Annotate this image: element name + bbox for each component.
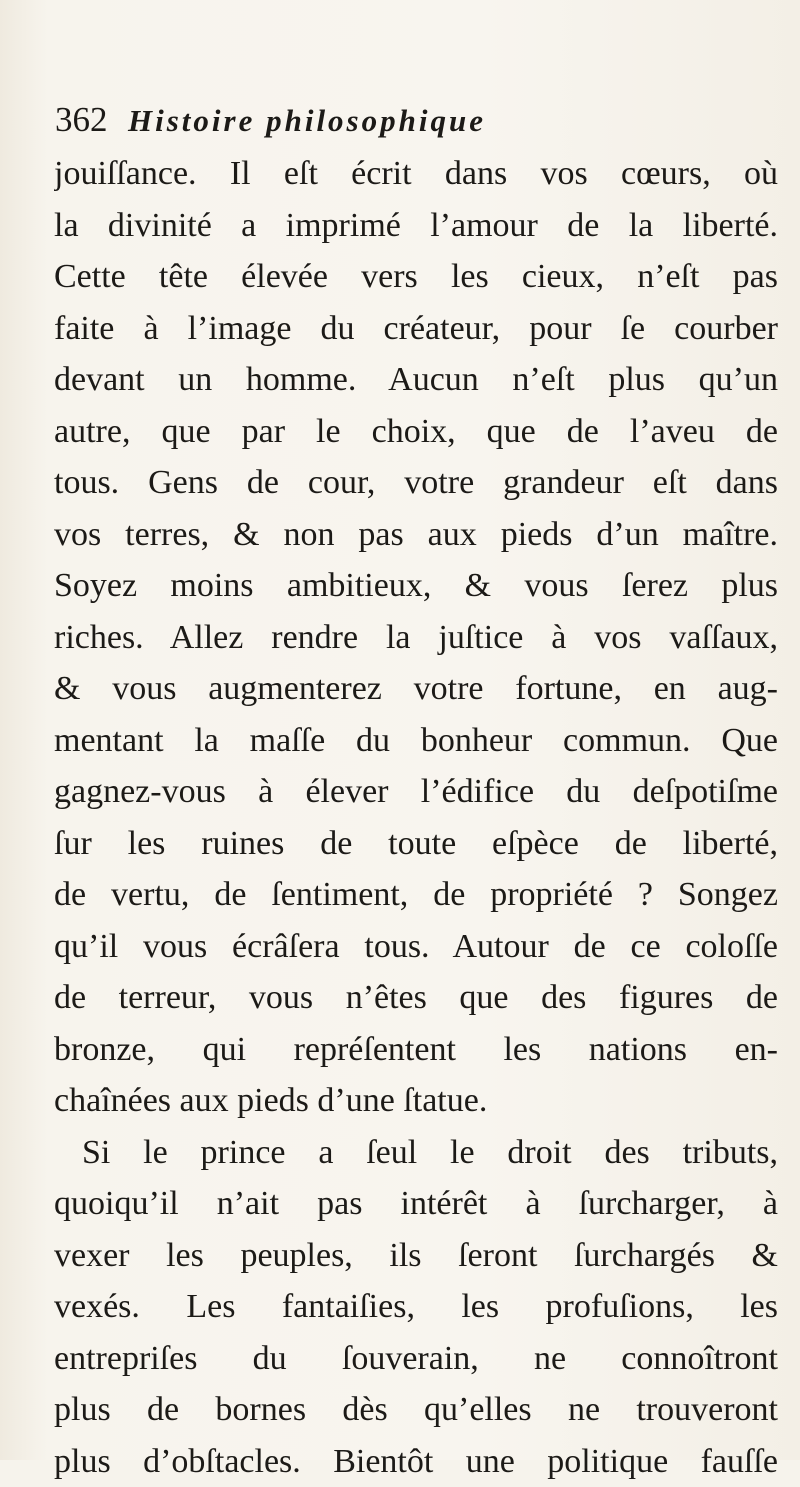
text-line: plus d’obſtacles. Bientôt une politique fauſſe [54, 1436, 778, 1487]
text-line: autre, que par le choix, que de l’aveu de [54, 406, 778, 458]
text-line: de terreur, vous n’êtes que des figures de [54, 972, 778, 1024]
text-line: & vous augmenterez votre fortune, en aug- [54, 663, 778, 715]
running-title: Histoire philosophique [128, 103, 486, 138]
text-line: quoiqu’il n’ait pas intérêt à ſurcharger, à [54, 1178, 778, 1230]
text-line: jouiſſance. Il eſt écrit dans vos cœurs, où [54, 148, 778, 200]
text-line: la divinité a imprimé l’amour de la liberté. [54, 200, 778, 252]
text-line: vexés. Les fantaiſies, les profuſions, les [54, 1281, 778, 1333]
text-line: bronze, qui repréſentent les nations en- [54, 1024, 778, 1076]
running-head [55, 98, 775, 142]
text-line: tous. Gens de cour, votre grandeur eſt dans [54, 457, 778, 509]
text-line: Cette tête élevée vers les cieux, n’eſt pas [54, 251, 778, 303]
text-line: faite à l’image du créateur, pour ſe courber [54, 303, 778, 355]
text-line: riches. Allez rendre la juſtice à vos vaſſaux, [54, 612, 778, 664]
text-line: vos terres, & non pas aux pieds d’un maître. [54, 509, 778, 561]
text-line: devant un homme. Aucun n’eſt plus qu’un [54, 354, 778, 406]
text-line: mentant la maſſe du bonheur commun. Que [54, 715, 778, 767]
text-line: de vertu, de ſentiment, de propriété ? Songez [54, 869, 778, 921]
text-line: qu’il vous écrâſera tous. Autour de ce coloſſe [54, 921, 778, 973]
text-line: chaînées aux pieds d’une ſtatue. [54, 1075, 778, 1127]
text-line: ſur les ruines de toute eſpèce de liberté, [54, 818, 778, 870]
text-line: plus de bornes dès qu’elles ne trouveront [54, 1384, 778, 1436]
text-line: vexer les peuples, ils ſeront ſurchargés & [54, 1230, 778, 1282]
page-number: 362 [55, 100, 108, 139]
text-line: Soyez moins ambitieux, & vous ſerez plus [54, 560, 778, 612]
text-line: Si le prince a ſeul le droit des tributs, [54, 1127, 778, 1179]
body-text [54, 148, 778, 1487]
text-line: gagnez-vous à élever l’édifice du deſpotiſme [54, 766, 778, 818]
text-line: entrepriſes du ſouverain, ne connoîtront [54, 1333, 778, 1385]
